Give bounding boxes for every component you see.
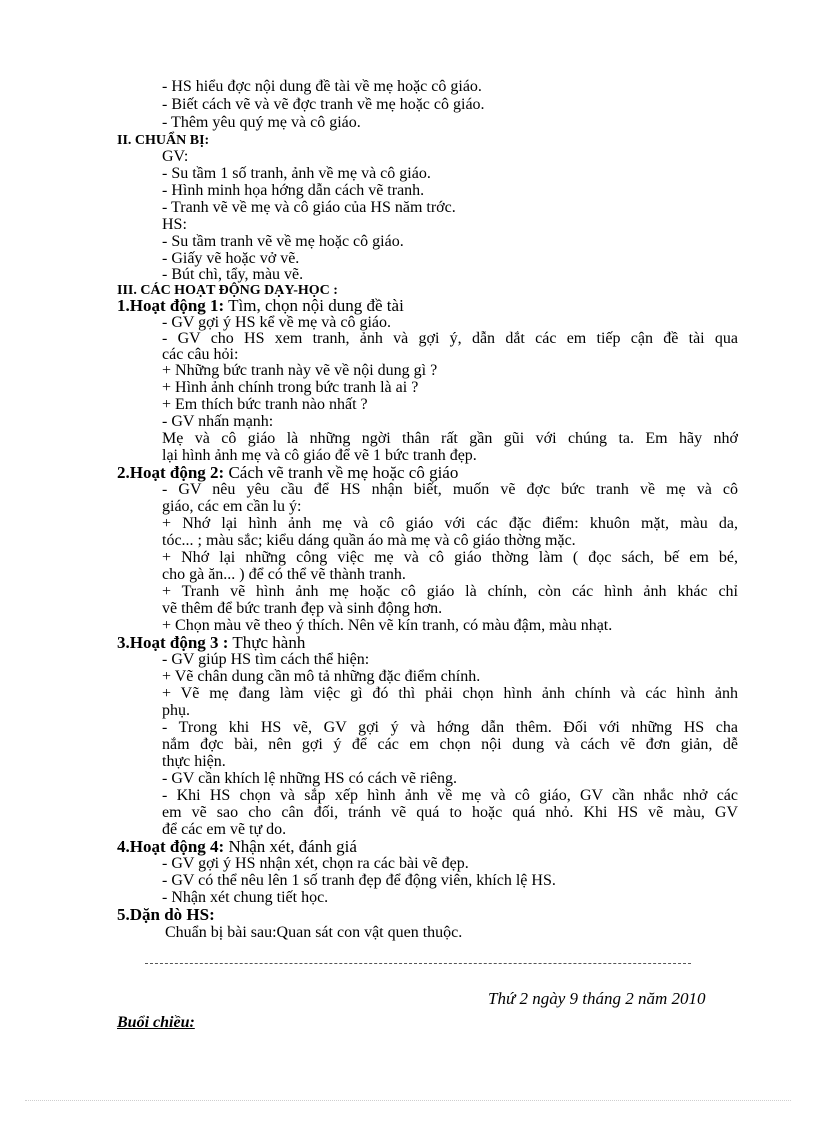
activity-3-line-9: - Khi HS chọn và sắp xếp hình ảnh về mẹ và cô giáo, GV cần nhắc nhở các [162, 787, 738, 804]
activity-3-line-7: thực hiện. [162, 753, 226, 770]
activity-4-label: 4.Hoạt động 4: [117, 837, 225, 856]
activity-3-heading [117, 634, 305, 652]
prep-gv-label: GV: [162, 148, 189, 165]
activity-3-line-4: phụ. [162, 702, 190, 719]
prep-hs-label: HS: [162, 216, 187, 233]
activity-3-line-8: - GV cần khích lệ những HS có cách vẽ riêng. [162, 770, 457, 787]
activity-3-line-5: - Trong khi HS vẽ, GV gợi ý và hớng dẫn thêm. Đối với những HS cha [162, 719, 738, 736]
activity-2-line-2: giáo, các em cần lu ý: [162, 498, 302, 515]
activity-2-line-7: + Tranh vẽ hình ảnh mẹ hoặc cô giáo là chính, còn các hình ảnh khác chỉ [162, 583, 738, 600]
activity-1-title: Tìm, chọn nội dung đề tài [224, 296, 404, 315]
activity-2-line-3: + Nhớ lại hình ảnh mẹ và cô giáo với các đặc điểm: khuôn mặt, màu da, [162, 515, 738, 532]
activity-1-line-4: + Những bức tranh này vẽ về nội dung gì ? [162, 362, 438, 379]
activity-2-line-9: + Chọn màu vẽ theo ý thích. Nên vẽ kín tranh, có màu đậm, màu nhạt. [162, 617, 613, 634]
date-line: Thứ 2 ngày 9 tháng 2 năm 2010 [488, 989, 706, 1008]
activity-3-line-6: nắm đợc bài, nên gợi ý để các em chọn nội dung và cách vẽ đơn giản, dễ [162, 736, 738, 753]
prep-gv-item-2: - Hình minh họa hớng dẫn cách vẽ tranh. [162, 182, 425, 199]
activity-4-title: Nhận xét, đánh giá [224, 837, 357, 856]
activity-2-label: 2.Hoạt động 2: [117, 463, 225, 482]
activity-2-line-5: + Nhớ lại những công việc mẹ và cô giáo thờng làm ( đọc sách, bế em bé, [162, 549, 738, 566]
activity-1-heading [117, 297, 404, 315]
prep-gv-item-3: - Tranh vẽ về mẹ và cô giáo của HS năm trớc. [162, 199, 456, 216]
activity-1-line-9: lại hình ảnh mẹ và cô giáo để vẽ 1 bức tranh đẹp. [162, 447, 477, 464]
activity-3-title: Thực hành [228, 633, 306, 652]
activity-1-line-1: - GV gợi ý HS kể về mẹ và cô giáo. [162, 314, 392, 331]
activity-2-title: Cách vẽ tranh về mẹ hoặc cô giáo [224, 463, 459, 482]
prep-hs-item-2: - Giấy vẽ hoặc vở vẽ. [162, 250, 300, 267]
prep-hs-item-3: - Bút chì, tẩy, màu vẽ. [162, 266, 304, 283]
section-heading-prep: II. CHUẨN BỊ: [117, 133, 210, 148]
activity-1-label: 1.Hoạt động 1: [117, 296, 225, 315]
activity-2-line-1: - GV nêu yêu cầu để HS nhận biết, muốn vẽ đợc bức tranh về mẹ và cô [162, 481, 738, 498]
prep-gv-item-1: - Su tầm 1 số tranh, ảnh về mẹ và cô giáo. [162, 165, 431, 182]
activity-5-line-1: Chuẩn bị bài sau:Quan sát con vật quen thuộc. [165, 924, 463, 941]
activity-3-line-11: để các em vẽ tự do. [162, 821, 287, 838]
activity-2-line-8: vẽ thêm để bức tranh đẹp và sinh động hơn. [162, 600, 443, 617]
session-label: Buổi chiều: [117, 1014, 195, 1031]
activity-2-heading [117, 464, 458, 482]
activity-2-line-4: tóc... ; màu sắc; kiểu dáng quần áo mà mẹ và cô giáo thờng mặc. [162, 532, 576, 549]
dashed-separator [145, 963, 691, 964]
activity-1-line-3: các câu hỏi: [162, 346, 239, 363]
activity-5-heading [117, 906, 215, 924]
goal-line-2: - Biết cách vẽ và vẽ đợc tranh về mẹ hoặc cô giáo. [162, 96, 485, 113]
activity-3-label: 3.Hoạt động 3 : [117, 633, 229, 652]
activity-3-line-1: - GV giúp HS tìm cách thể hiện: [162, 651, 370, 668]
footer-dotted-line [25, 1100, 791, 1101]
section-heading-activities: III. CÁC HOẠT ĐỘNG DẠY-HỌC : [117, 283, 338, 298]
prep-hs-item-1: - Su tầm tranh vẽ về mẹ hoặc cô giáo. [162, 233, 404, 250]
activity-4-line-3: - Nhận xét chung tiết học. [162, 889, 329, 906]
activity-3-line-2: + Vẽ chân dung cần mô tả những đặc điểm chính. [162, 668, 481, 685]
activity-3-line-3: + Vẽ mẹ đang làm việc gì đó thì phải chọn hình ảnh chính và các hình ảnh [162, 685, 738, 702]
activity-1-line-6: + Em thích bức tranh nào nhất ? [162, 396, 368, 413]
activity-5-label: 5.Dặn dò HS: [117, 905, 215, 924]
activity-3-line-10: em vẽ sao cho cân đối, tránh vẽ quá to hoặc quá nhỏ. Khi HS vẽ màu, GV [162, 804, 738, 821]
goal-line-1: - HS hiểu đợc nội dung đề tài về mẹ hoặc cô giáo. [162, 78, 482, 95]
activity-1-line-7: - GV nhấn mạnh: [162, 413, 274, 430]
activity-1-line-8: Mẹ và cô giáo là những ngời thân rất gần gũi với chúng ta. Em hãy nhớ [162, 430, 738, 447]
activity-4-line-2: - GV có thể nêu lên 1 số tranh đẹp để động viên, khích lệ HS. [162, 872, 556, 889]
activity-1-line-2: - GV cho HS xem tranh, ảnh và gợi ý, dẫn dắt các em tiếp cận đề tài qua [162, 330, 738, 347]
activity-4-line-1: - GV gợi ý HS nhận xét, chọn ra các bài vẽ đẹp. [162, 855, 469, 872]
activity-4-heading [117, 838, 357, 856]
activity-1-line-5: + Hình ảnh chính trong bức tranh là ai ? [162, 379, 419, 396]
goal-line-3: - Thêm yêu quý mẹ và cô giáo. [162, 114, 361, 131]
activity-2-line-6: cho gà ăn... ) để có thể vẽ thành tranh. [162, 566, 406, 583]
